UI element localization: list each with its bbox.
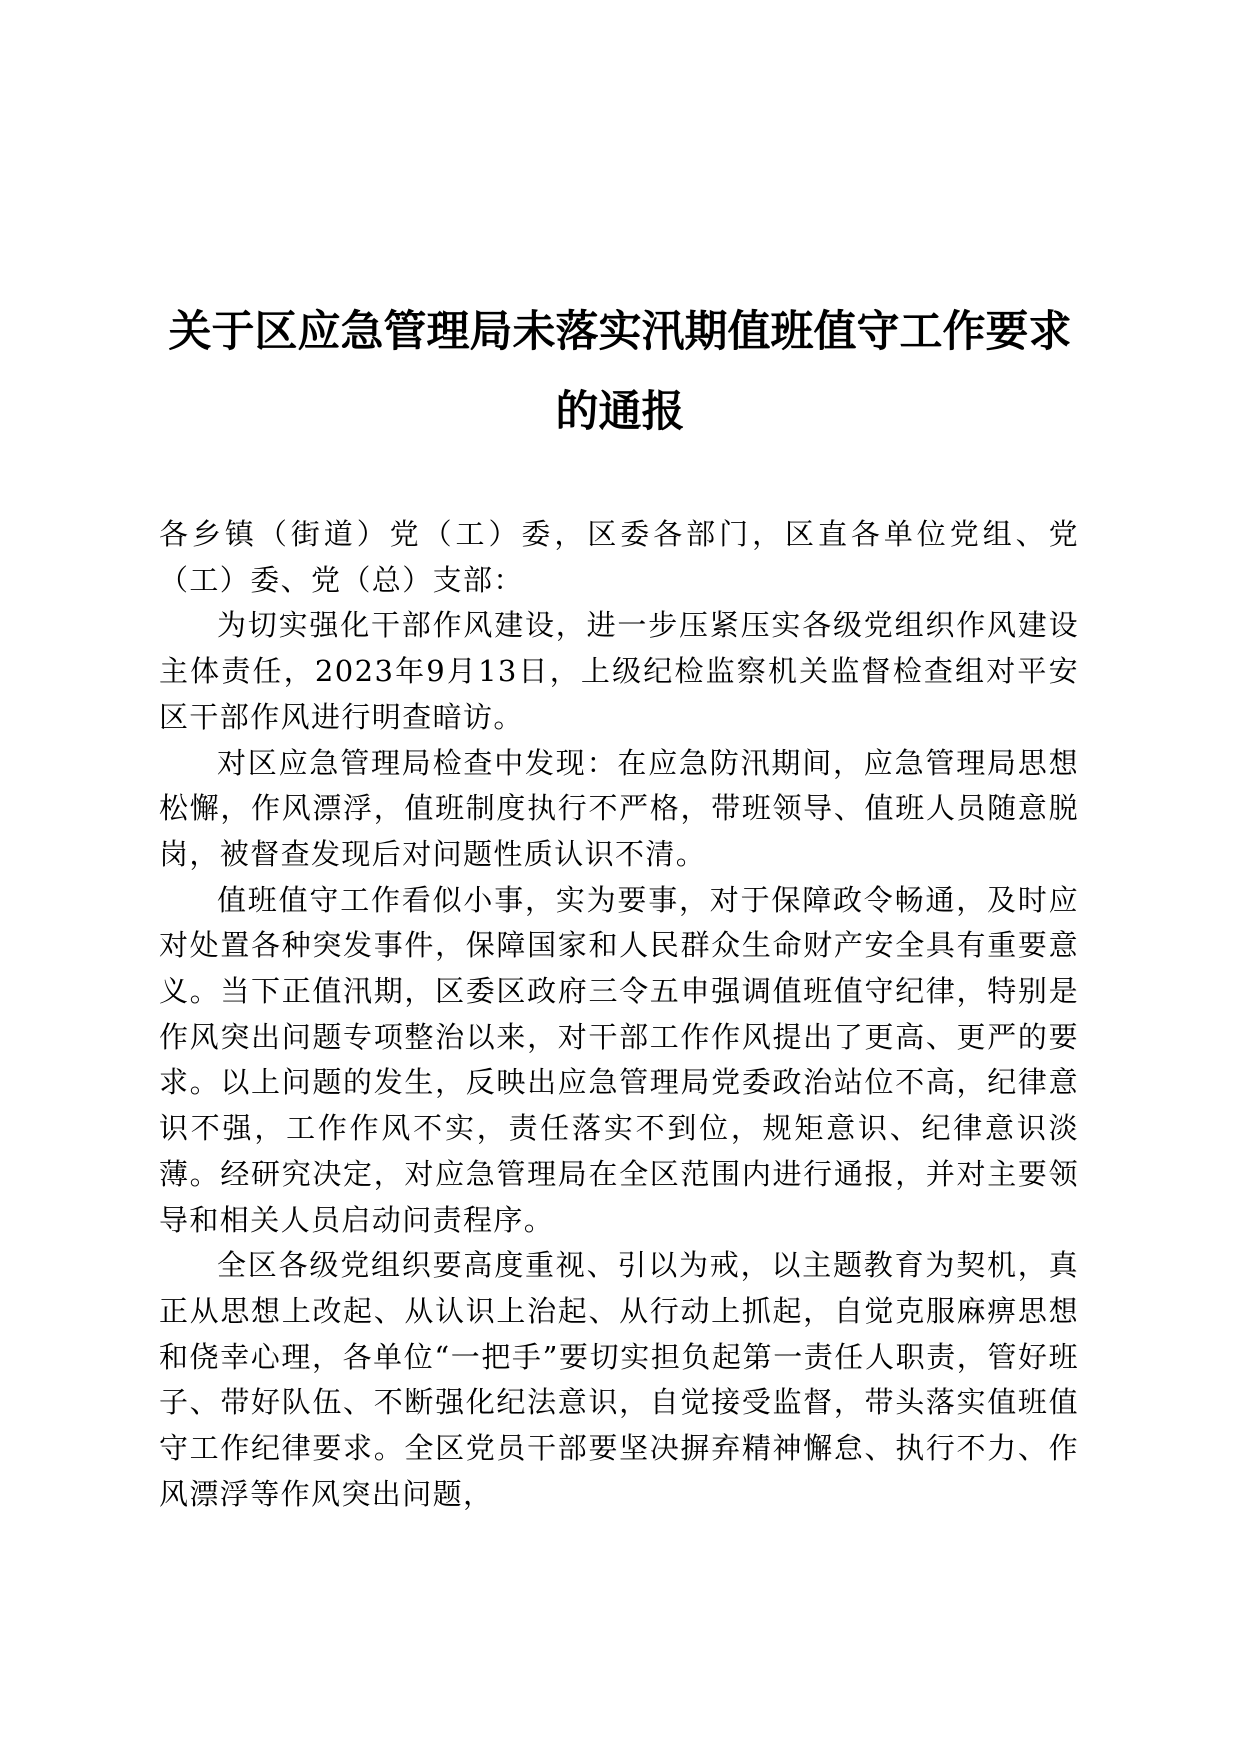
paragraph-1: 为切实强化干部作风建设，进一步压紧压实各级党组织作风建设主体责任，2023年9月13日，上级纪检监察机关监督检查组对平安区干部作风进行明查暗访。 (159, 608, 1079, 734)
document-body (159, 512, 1079, 1517)
paragraph-2: 对区应急管理局检查中发现：在应急防汛期间，应急管理局思想松懈，作风漂浮，值班制度执行不严格，带班领导、值班人员随意脱岗，被督查发现后对问题性质认识不清。 (159, 745, 1079, 871)
paragraph-3: 值班值守工作看似小事，实为要事，对于保障政令畅通，及时应对处置各种突发事件，保障国家和人民群众生命财产安全具有重要意义。当下正值汛期，区委区政府三令五申强调值班值守纪律，特别是作风突出问题专项整治以来，对干部工作作风提出了更高、更严的要求。以上问题的发生，反映出应急管理局党委政治站位不高，纪律意识不强，工作作风不实，责任落实不到位，规矩意识、纪律意识淡薄。经研究决定，对应急管理局在全区范围内进行通报，并对主要领导和相关人员启动问责程序。 (159, 882, 1079, 1237)
document-title: 关于区应急管理局未落实汛期值班值守工作要求的通报 (168, 307, 1072, 437)
paragraph-4: 全区各级党组织要高度重视、引以为戒，以主题教育为契机，真正从思想上改起、从认识上治起、从行动上抓起，自觉克服麻痹思想和侥幸心理，各单位“一把手”要切实担负起第一责任人职责，管好班子、带好队伍、不断强化纪法意识，自觉接受监督，带头落实值班值守工作纪律要求。全区党员干部要坚决摒弃精神懈怠、执行不力、作风漂浮等作风突出问题， (159, 1248, 1079, 1511)
salutation: 各乡镇（街道）党（工）委，区委各部门，区直各单位党组、党（工）委、党（总）支部： (159, 517, 1079, 597)
